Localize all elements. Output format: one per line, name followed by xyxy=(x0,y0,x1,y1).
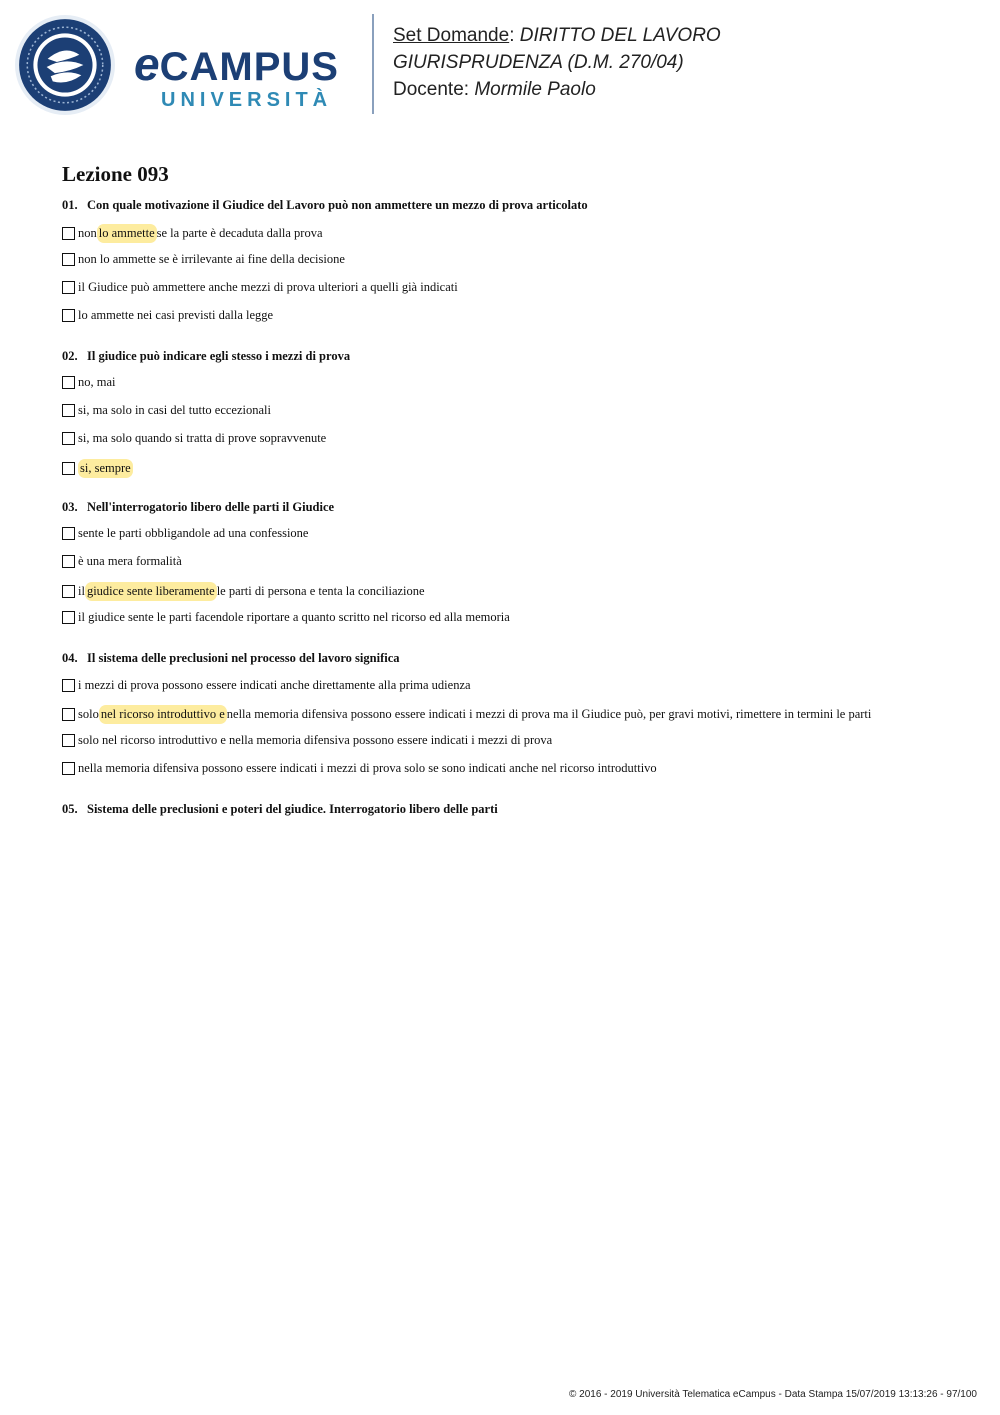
page-header xyxy=(0,0,1000,130)
answer-highlight: si, sempre xyxy=(78,459,133,478)
set-title-1: DIRITTO DEL LAVORO xyxy=(519,25,721,46)
answer-text-rest: nella memoria difensiva possono essere indicati i mezzi di prova ma il Giudice può, per gravi motivi, rimettere in termini le parti xyxy=(226,707,872,721)
answer-text: sente le parti obbligandole ad una confessione xyxy=(78,526,309,540)
checkbox[interactable] xyxy=(62,762,75,775)
answer-option[interactable] xyxy=(62,761,657,776)
checkbox[interactable] xyxy=(62,281,75,294)
answer-option[interactable] xyxy=(62,582,425,601)
answer-text: solo xyxy=(78,707,99,721)
set-separator: : xyxy=(509,25,520,46)
answer-option[interactable] xyxy=(62,554,182,569)
answer-option[interactable] xyxy=(62,224,323,243)
checkbox[interactable] xyxy=(62,611,75,624)
answer-option[interactable] xyxy=(62,733,552,748)
header-divider xyxy=(372,14,374,114)
answer-text: si, ma solo quando si tratta di prove sopravvenute xyxy=(78,431,327,445)
answer-text: il xyxy=(78,584,85,598)
checkbox[interactable] xyxy=(62,708,75,721)
answer-option[interactable] xyxy=(62,280,458,295)
answer-text: non xyxy=(78,226,97,240)
answer-text: lo ammette nei casi previsti dalla legge xyxy=(78,308,274,322)
question-number: 05. xyxy=(62,802,78,816)
question-number: 04. xyxy=(62,651,78,665)
checkbox[interactable] xyxy=(62,404,75,417)
docente-line xyxy=(393,76,721,103)
question-number: 03. xyxy=(62,500,78,514)
question-05 xyxy=(62,802,498,817)
answer-text: si, ma solo in casi del tutto eccezionali xyxy=(78,403,271,417)
set-line-1 xyxy=(393,22,721,49)
checkbox[interactable] xyxy=(62,432,75,445)
answer-text: è una mera formalità xyxy=(78,554,182,568)
answer-highlight: giudice sente liberamente xyxy=(85,582,217,601)
question-number: 01. xyxy=(62,198,78,212)
answer-option[interactable] xyxy=(62,403,271,418)
answer-option[interactable] xyxy=(62,610,510,625)
set-label: Set Domande xyxy=(393,25,510,46)
answer-option[interactable] xyxy=(62,308,273,323)
answer-text: i mezzi di prova possono essere indicati anche direttamente alla prima udienza xyxy=(78,678,471,692)
checkbox[interactable] xyxy=(62,253,75,266)
lesson-title: Lezione 093 xyxy=(62,162,169,186)
page-footer: © 2016 - 2019 Università Telematica eCampus - Data Stampa 15/07/2019 13:13:26 - 97/100 xyxy=(569,1389,977,1400)
checkbox[interactable] xyxy=(62,734,75,747)
question-text: Con quale motivazione il Giudice del Lavoro può non ammettere un mezzo di prova articolato xyxy=(87,198,588,212)
logo-e: e xyxy=(134,38,160,90)
checkbox[interactable] xyxy=(62,462,75,475)
logo-universita: UNIVERSITÀ xyxy=(161,89,333,111)
docente-name: Mormile Paolo xyxy=(474,79,596,100)
answer-text-rest: se la parte è decaduta dalla prova xyxy=(156,226,323,240)
answer-option[interactable] xyxy=(62,705,871,724)
answer-highlight: nel ricorso introduttivo e xyxy=(99,705,227,724)
answer-text: nella memoria difensiva possono essere indicati i mezzi di prova solo se sono indicati anche nel ricorso introduttivo xyxy=(78,761,657,775)
question-number: 02. xyxy=(62,349,78,363)
answer-option[interactable] xyxy=(62,678,471,693)
checkbox[interactable] xyxy=(62,585,75,598)
question-04 xyxy=(62,651,400,666)
answer-text: il Giudice può ammettere anche mezzi di prova ulteriori a quelli già indicati xyxy=(78,280,458,294)
ecampus-logo-wordmark xyxy=(134,38,339,90)
question-03 xyxy=(62,500,334,515)
set-info xyxy=(393,22,721,103)
checkbox[interactable] xyxy=(62,376,75,389)
answer-text-rest: le parti di persona e tenta la conciliazione xyxy=(216,584,425,598)
set-title-2: GIURISPRUDENZA (D.M. 270/04) xyxy=(393,52,684,73)
answer-option[interactable] xyxy=(62,459,133,478)
answer-option[interactable] xyxy=(62,252,345,267)
question-text: Nell'interrogatorio libero delle parti il Giudice xyxy=(87,500,335,514)
logo-campus: CAMPUS xyxy=(159,45,339,89)
question-01 xyxy=(62,198,588,213)
answer-text: no, mai xyxy=(78,375,116,389)
ecampus-seal-icon xyxy=(14,14,116,116)
answer-text: il giudice sente le parti facendole riportare a quanto scritto nel ricorso ed alla memoria xyxy=(78,610,510,624)
answer-text: solo nel ricorso introduttivo e nella memoria difensiva possono essere indicati i mezzi di prova xyxy=(78,733,553,747)
answer-text: non lo ammette se è irrilevante ai fine della decisione xyxy=(78,252,345,266)
checkbox[interactable] xyxy=(62,309,75,322)
question-text: Sistema delle preclusioni e poteri del giudice. Interrogatorio libero delle parti xyxy=(87,802,498,816)
question-02 xyxy=(62,349,350,364)
docente-label: Docente: xyxy=(393,79,475,100)
checkbox[interactable] xyxy=(62,527,75,540)
checkbox[interactable] xyxy=(62,555,75,568)
answer-option[interactable] xyxy=(62,526,308,541)
answer-option[interactable] xyxy=(62,431,326,446)
answer-highlight: lo ammette xyxy=(97,224,157,243)
question-text: Il giudice può indicare egli stesso i mezzi di prova xyxy=(87,349,351,363)
checkbox[interactable] xyxy=(62,227,75,240)
question-text: Il sistema delle preclusioni nel processo del lavoro significa xyxy=(87,651,400,665)
checkbox[interactable] xyxy=(62,679,75,692)
answer-option[interactable] xyxy=(62,375,116,390)
